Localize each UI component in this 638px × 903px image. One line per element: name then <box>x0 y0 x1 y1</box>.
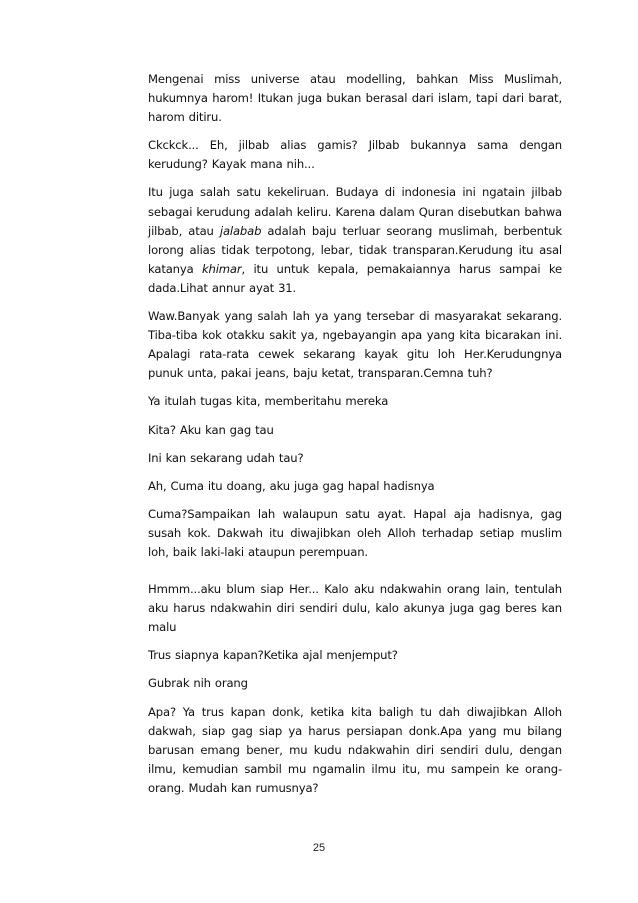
paragraph-4: Waw.Banyak yang salah lah ya yang tersebar di masyarakat sekarang. Tiba-tiba kok otakku sakit ya, ngebayangin apa yang kita bicarakan ini. Apalagi rata-rata cewek sekarang kayak gitu loh Her.Kerudungnya punuk unta, pakai jeans, baju ketat, transparan.Cemna tuh? <box>148 309 562 381</box>
term-jalabab: jalabab <box>219 223 262 238</box>
paragraph-6: Kita? Aku kan gag tau <box>148 422 274 437</box>
paragraph-13: Apa? Ya trus kapan donk, ketika kita baligh tu dah diwajibkan Alloh dakwah, siap gag siap ya harus persiapan donk.Apa yang mu bilang barusan emang bener, mu kudu ndakwahin diri sendiri dulu, dengan ilmu, kemudian sambil mu ngamalin ilmu itu, mu sampein ke orang-orang. Mudah kan rumusnya? <box>148 704 562 795</box>
paragraph-1: Mengenai miss universe atau modelling, bahkan Miss Muslimah, hukumnya harom! Itukan juga bukan berasal dari islam, tapi dari barat, harom ditiru. <box>148 72 562 125</box>
paragraph-9: Cuma?Sampaikan lah walaupun satu ayat. Hapal aja hadisnya, gag susah kok. Dakwah itu diwajibkan oleh Alloh terhadap setiap muslim loh, baik laki-laki ataupun perempuan. <box>148 506 562 559</box>
paragraph-11: Trus siapnya kapan?Ketika ajal menjemput? <box>148 648 398 663</box>
paragraph-7: Ini kan sekarang udah tau? <box>148 450 304 465</box>
paragraph-10: Hmmm...aku blum siap Her... Kalo aku ndakwahin orang lain, tentulah aku harus ndakwahin diri sendiri dulu, kalo akunya juga gag beres kan malu <box>148 582 562 635</box>
term-khimar: khimar <box>201 261 242 276</box>
paragraph-3: Itu juga salah satu kekeliruan. Budaya di indonesia ini ngatain jilbab sebagai kerudung adalah keliru. Karena dalam Quran disebutkan bahwa jilbab, atau jalabab adalah baju terluar seorang muslimah, berbentuk lorong alias tidak terpotong, lebar, tidak transparan.Kerudung itu asal katanya khimar, itu untuk kepala, pemakaiannya harus sampai ke dada.Lihat annur ayat 31. <box>148 185 562 295</box>
paragraph-5: Ya itulah tugas kita, memberitahu mereka <box>148 394 389 409</box>
paragraph-12: Gubrak nih orang <box>148 676 248 691</box>
paragraph-8: Ah, Cuma itu doang, aku juga gag hapal hadisnya <box>148 478 435 493</box>
paragraph-2: Ckckck... Eh, jilbab alias gamis? Jilbab bukannya sama dengan kerudung? Kayak mana nih... <box>148 138 562 172</box>
document-body <box>148 70 562 807</box>
page-number: 25 <box>312 842 326 854</box>
